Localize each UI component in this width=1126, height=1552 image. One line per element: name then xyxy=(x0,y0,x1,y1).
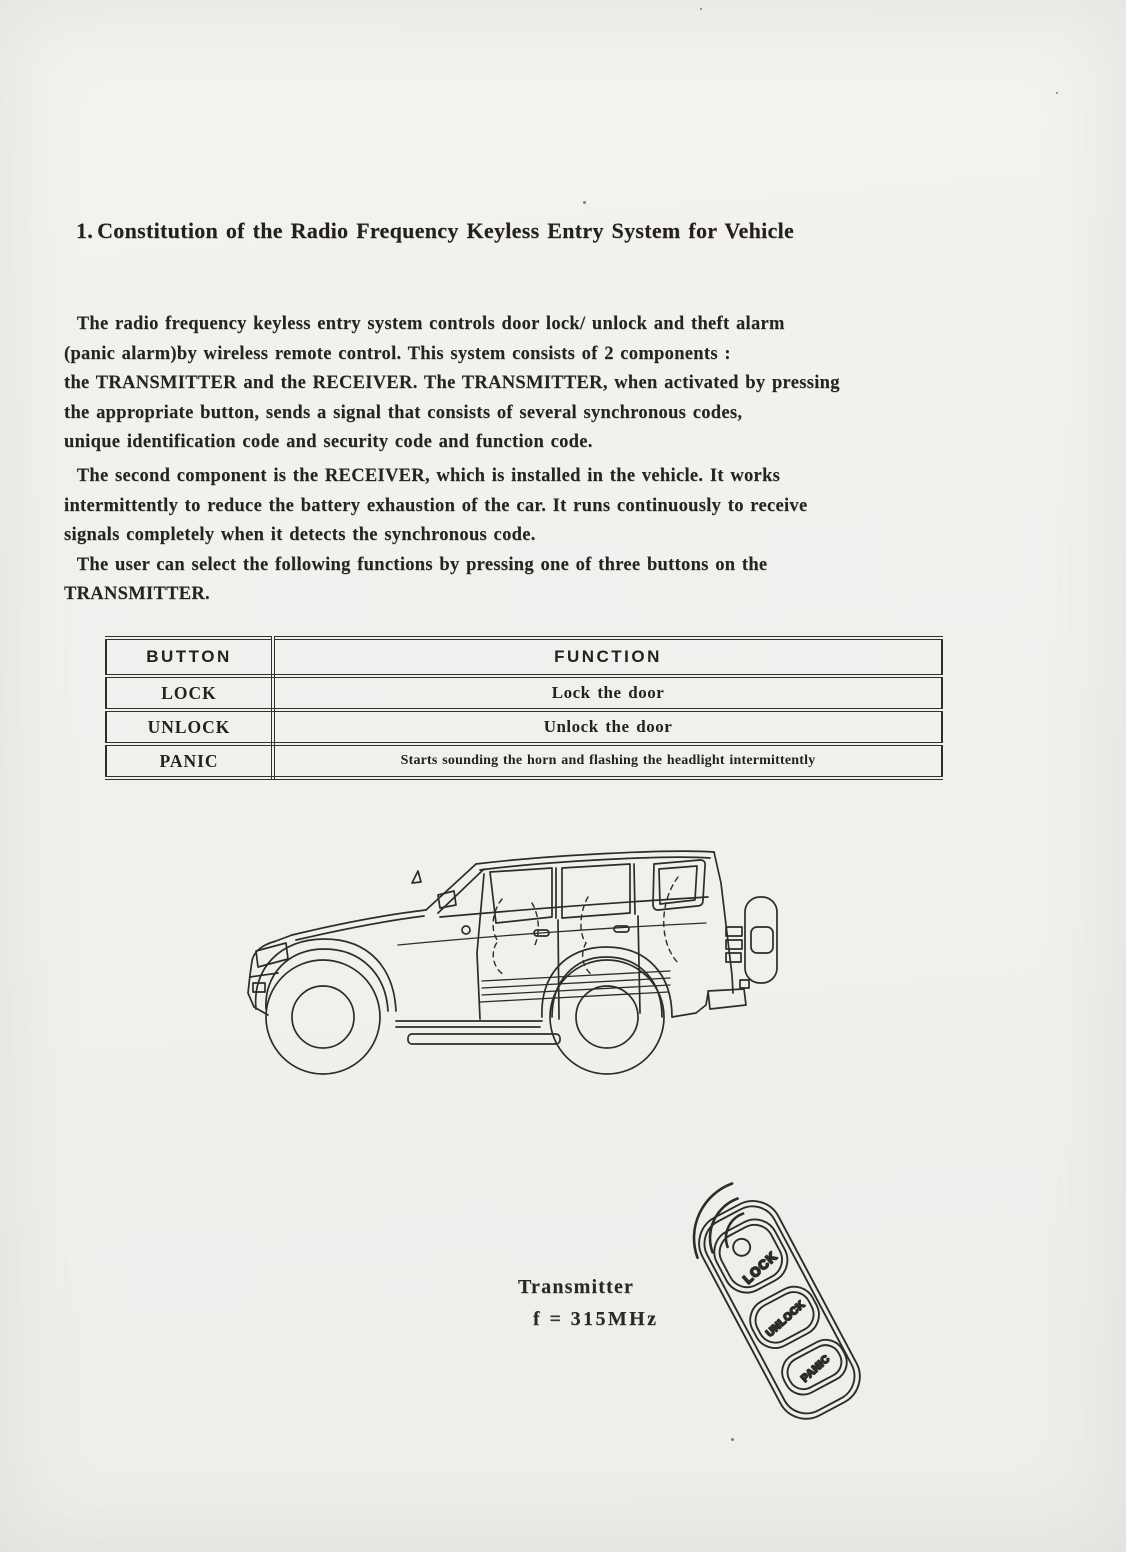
body-text-line: (panic alarm)by wireless remote control. This system consists of 2 components : xyxy=(64,343,731,364)
scan-speck xyxy=(731,1438,734,1441)
body-text-line: TRANSMITTER. xyxy=(64,584,210,605)
led-indicator xyxy=(730,1236,753,1259)
button-function-table xyxy=(105,636,943,780)
body-text-line: unique identification code and security code and function code. xyxy=(64,432,593,453)
transmitter-fob-illustration xyxy=(600,1140,940,1510)
button-cell-unlock: UNLOCK xyxy=(106,710,273,744)
panic-button-label: PANIC xyxy=(798,1352,833,1385)
function-cell-panic: Starts sounding the horn and flashing the headlight intermittently xyxy=(273,744,942,778)
table-row xyxy=(106,710,942,744)
table-row xyxy=(106,744,942,778)
column-header-function: FUNCTION xyxy=(273,638,942,676)
intro-paragraphs xyxy=(64,310,964,610)
table-header-row xyxy=(106,638,942,676)
unlock-button-label: UNLOCK xyxy=(763,1298,808,1340)
button-cell-panic: PANIC xyxy=(106,744,273,778)
transmitter-figure xyxy=(495,1150,955,1520)
body-text-line: The radio frequency keyless entry system controls door lock/ unlock and theft alarm xyxy=(64,314,785,334)
page-title xyxy=(76,218,1036,244)
body-text-line: The user can select the following functions by pressing one of three buttons on the xyxy=(64,554,768,575)
section-title-text: Constitution of the Radio Frequency Keyless Entry System for Vehicle xyxy=(97,218,795,243)
table-row xyxy=(106,676,942,710)
tail-lamp xyxy=(726,927,742,936)
scan-speck xyxy=(583,201,586,204)
body-text-line: signals completely when it detects the synchronous code. xyxy=(64,525,536,546)
column-header-button: BUTTON xyxy=(106,638,273,676)
vehicle-illustration xyxy=(240,843,785,1088)
function-cell-unlock: Unlock the door xyxy=(273,710,942,744)
transmitter-caption-name: Transmitter xyxy=(518,1276,635,1298)
body-text-line: the TRANSMITTER and the RECEIVER. The TRANSMITTER, when activated by pressing xyxy=(64,373,840,394)
lock-button-label: LOCK xyxy=(739,1248,781,1287)
body-text-line: intermittently to reduce the battery exhaustion of the car. It runs continuously to receive xyxy=(64,495,808,516)
transmitter-frequency: f = 315MHz xyxy=(533,1308,659,1330)
function-cell-lock: Lock the door xyxy=(273,676,942,710)
section-number: 1. xyxy=(76,218,94,243)
button-cell-lock: LOCK xyxy=(106,676,273,710)
scan-speck xyxy=(700,8,702,10)
body-text-line: the appropriate button, sends a signal that consists of several synchronous codes, xyxy=(64,402,743,423)
body-text-line: The second component is the RECEIVER, which is installed in the vehicle. It works xyxy=(64,465,781,486)
front-wheel xyxy=(266,960,380,1074)
scan-speck xyxy=(1056,92,1058,94)
